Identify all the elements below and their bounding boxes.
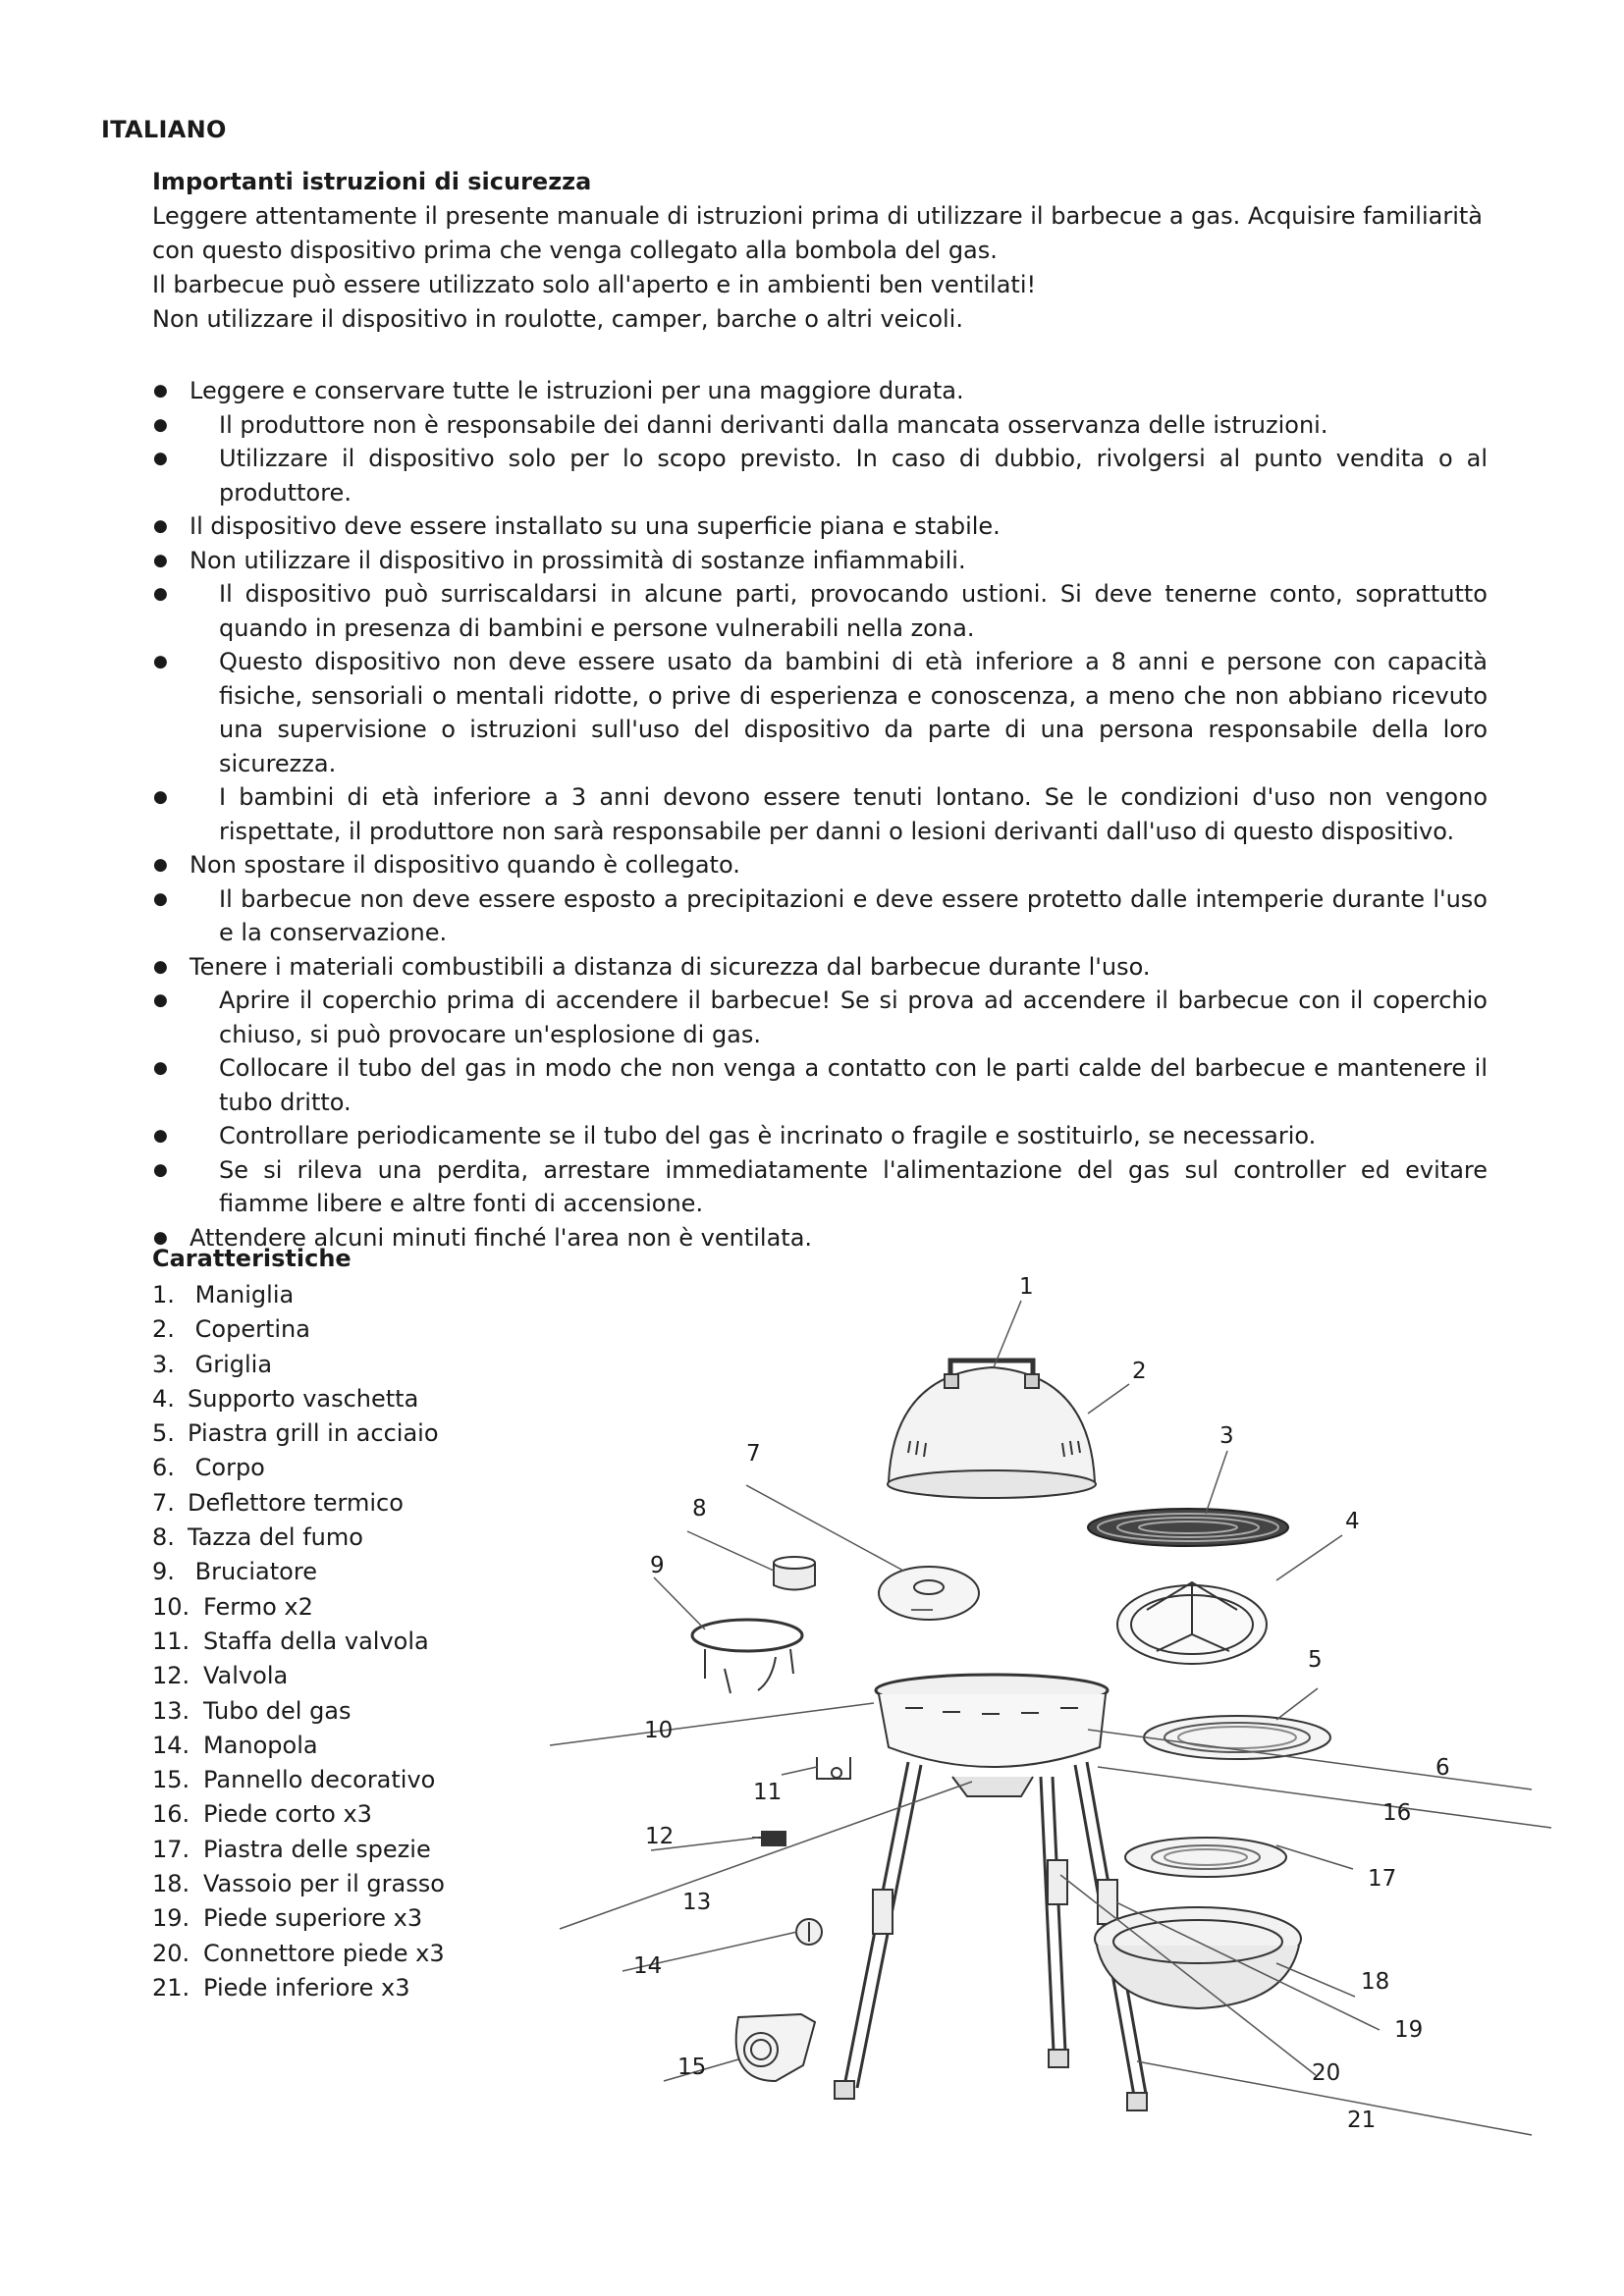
- feature-label: Piede corto x3: [203, 1800, 372, 1829]
- feature-number: 1.: [152, 1281, 175, 1308]
- feature-number: 16.: [152, 1800, 190, 1829]
- steel-plate-drawing: [1144, 1716, 1330, 1759]
- feature-label: Tazza del fumo: [188, 1523, 363, 1552]
- feature-number: 7.: [152, 1488, 175, 1517]
- safety-bullet: ● Il dispositivo può surriscaldarsi in alcune parti, provocando ustioni. Si deve tenerne conto, soprattutto quando in presenza di bambini e persone vulnerabili nella zona.: [147, 577, 1488, 645]
- feature-label: Valvola: [203, 1662, 289, 1690]
- grill-grate-drawing: [1088, 1509, 1288, 1546]
- feature-number: 8.: [152, 1523, 175, 1552]
- callout-20: 20: [1312, 2060, 1341, 2086]
- safety-bullet: ● I bambini di età inferiore a 3 anni devono essere tenuti lontano. Se le condizioni d'uso non vengono rispettate, il produttore non sarà responsabile per danni o lesioni derivanti dall'uso di questo dispositivo.: [147, 780, 1488, 848]
- feature-number: 13.: [152, 1696, 190, 1725]
- feature-number: 17.: [152, 1835, 190, 1863]
- valve-bracket-drawing: [817, 1757, 850, 1779]
- safety-bullet-list: [147, 374, 1488, 1255]
- safety-bullet: ● Il produttore non è responsabile dei danni derivanti dalla mancata osservanza delle istruzioni.: [147, 408, 1488, 443]
- feature-label: Copertina: [194, 1315, 310, 1344]
- safety-bullet: ● Questo dispositivo non deve essere usato da bambini di età inferiore a 8 anni e persone con capacità fisiche, sensoriali o mentali ridotte, o prive di esperienza e conoscenza, a meno che non abbiano ricevuto una supervisione o istruzioni sull'uso del dispositivo da parte di una persona responsabile della loro sicurezza.: [147, 645, 1488, 780]
- callout-1: 1: [1019, 1274, 1034, 1300]
- safety-bullet: ● Se si rileva una perdita, arrestare immediatamente l'alimentazione del gas sul controller ed evitare fiamme libere e altre fonti di accensione.: [147, 1153, 1488, 1221]
- feature-number: 21.: [152, 1973, 190, 2002]
- callout-14: 14: [633, 1953, 663, 1979]
- safety-heading: Importanti istruzioni di sicurezza: [152, 168, 592, 195]
- safety-bullet: ● Tenere i materiali combustibili a distanza di sicurezza dal barbecue durante l'uso.: [147, 950, 1488, 985]
- feature-number: 19.: [152, 1904, 190, 1933]
- feature-label: Supporto vaschetta: [188, 1384, 419, 1413]
- safety-bullet: ● Aprire il coperchio prima di accendere il barbecue! Se si prova ad accendere il barbecue con il coperchio chiuso, si può provocare un'esplosione di gas.: [147, 984, 1488, 1051]
- callout-11: 11: [753, 1780, 783, 1805]
- safety-intro: [152, 165, 1488, 337]
- valve-drawing: [752, 1832, 785, 1845]
- decorative-panel-drawing: [736, 2014, 815, 2081]
- feature-number: 9.: [152, 1558, 175, 1586]
- feature-label: Maniglia: [194, 1281, 295, 1308]
- feature-label: Corpo: [194, 1454, 265, 1482]
- feature-label: Piede inferiore x3: [203, 1973, 410, 2002]
- knob-drawing: [796, 1919, 822, 1945]
- feature-label: Tubo del gas: [203, 1696, 352, 1725]
- feature-label: Piastra grill in acciaio: [188, 1419, 439, 1448]
- feature-number: 12.: [152, 1662, 190, 1690]
- language-heading: ITALIANO: [101, 116, 227, 143]
- safety-paragraph: Non utilizzare il dispositivo in roulotte, camper, barche o altri veicoli.: [152, 305, 963, 333]
- feature-label: Staffa della valvola: [203, 1627, 429, 1655]
- feature-label: Manopola: [203, 1731, 318, 1759]
- burner-drawing: [692, 1620, 802, 1693]
- feature-number: 18.: [152, 1870, 190, 1898]
- safety-paragraph: Leggere attentamente il presente manuale di istruzioni prima di utilizzare il barbecue a gas. Acquisire familiarità con questo dispositivo prima che venga collegato alla bombola del gas.: [152, 202, 1483, 264]
- safety-bullet: ● Non utilizzare il dispositivo in prossimità di sostanze infiammabili.: [147, 544, 1488, 578]
- safety-bullet: ● Il dispositivo deve essere installato su una superficie piana e stabile.: [147, 509, 1488, 544]
- feature-label: Piede superiore x3: [203, 1904, 423, 1933]
- safety-bullet: ● Collocare il tubo del gas in modo che non venga a contatto con le parti calde del barbecue e mantenere il tubo dritto.: [147, 1051, 1488, 1119]
- feature-number: 11.: [152, 1627, 190, 1655]
- callout-18: 18: [1361, 1969, 1390, 1995]
- feature-label: Piastra delle spezie: [203, 1835, 431, 1863]
- safety-bullet: ● Non spostare il dispositivo quando è collegato.: [147, 848, 1488, 882]
- safety-bullet: ● Utilizzare il dispositivo solo per lo scopo previsto. In caso di dubbio, rivolgersi al punto vendita o al produttore.: [147, 442, 1488, 509]
- callout-12: 12: [645, 1824, 675, 1849]
- bbq-exploded-diagram: [0, 1247, 1624, 2189]
- grease-tray-drawing: [1095, 1907, 1301, 2008]
- feature-number: 4.: [152, 1384, 175, 1413]
- callout-5: 5: [1308, 1647, 1323, 1673]
- callout-7: 7: [746, 1441, 761, 1467]
- callout-17: 17: [1368, 1866, 1397, 1892]
- feature-label: Deflettore termico: [188, 1488, 404, 1517]
- callout-4: 4: [1345, 1509, 1360, 1534]
- feature-number: 15.: [152, 1766, 190, 1794]
- safety-bullet: ● Il barbecue non deve essere esposto a precipitazioni e deve essere protetto dalle intemperie durante l'uso e la conservazione.: [147, 882, 1488, 950]
- callout-6: 6: [1435, 1755, 1450, 1781]
- body-drawing: [876, 1675, 1108, 1796]
- callout-8: 8: [692, 1496, 707, 1522]
- callout-21: 21: [1347, 2108, 1377, 2133]
- feature-number: 14.: [152, 1731, 190, 1759]
- safety-bullet: ● Attendere alcuni minuti finché l'area non è ventilata.: [147, 1221, 1488, 1255]
- feature-number: 6.: [152, 1454, 175, 1482]
- lid-drawing: [888, 1361, 1096, 1498]
- feature-number: 10.: [152, 1592, 190, 1621]
- feature-label: Bruciatore: [194, 1558, 317, 1586]
- safety-paragraph: Il barbecue può essere utilizzato solo all'aperto e in ambienti ben ventilati!: [152, 271, 1037, 298]
- feature-number: 20.: [152, 1939, 190, 1967]
- callout-15: 15: [677, 2055, 707, 2080]
- callout-19: 19: [1394, 2017, 1424, 2043]
- callout-3: 3: [1219, 1423, 1234, 1449]
- callout-10: 10: [644, 1718, 674, 1743]
- heat-deflector-drawing: [879, 1567, 979, 1620]
- feature-label: Pannello decorativo: [203, 1766, 436, 1794]
- feature-number: 5.: [152, 1419, 175, 1448]
- feature-label: Fermo x2: [203, 1592, 313, 1621]
- feature-number: 2.: [152, 1315, 175, 1344]
- callout-16: 16: [1382, 1800, 1412, 1826]
- feature-label: Griglia: [194, 1350, 273, 1378]
- safety-bullet: ● Controllare periodicamente se il tubo del gas è incrinato o fragile e sostituirlo, se necessario.: [147, 1119, 1488, 1153]
- spice-plate-drawing: [1125, 1838, 1286, 1877]
- callout-9: 9: [650, 1553, 665, 1578]
- feature-number: 3.: [152, 1350, 175, 1378]
- feature-label: Vassoio per il grasso: [203, 1870, 445, 1898]
- feature-label: Connettore piede x3: [203, 1939, 445, 1967]
- tray-support-drawing: [1117, 1582, 1267, 1664]
- smoke-cup-drawing: [774, 1557, 815, 1590]
- callout-13: 13: [682, 1890, 712, 1915]
- callout-2: 2: [1132, 1359, 1147, 1384]
- safety-bullet: ● Leggere e conservare tutte le istruzioni per una maggiore durata.: [147, 374, 1488, 408]
- features-heading: Caratteristiche: [152, 1245, 352, 1272]
